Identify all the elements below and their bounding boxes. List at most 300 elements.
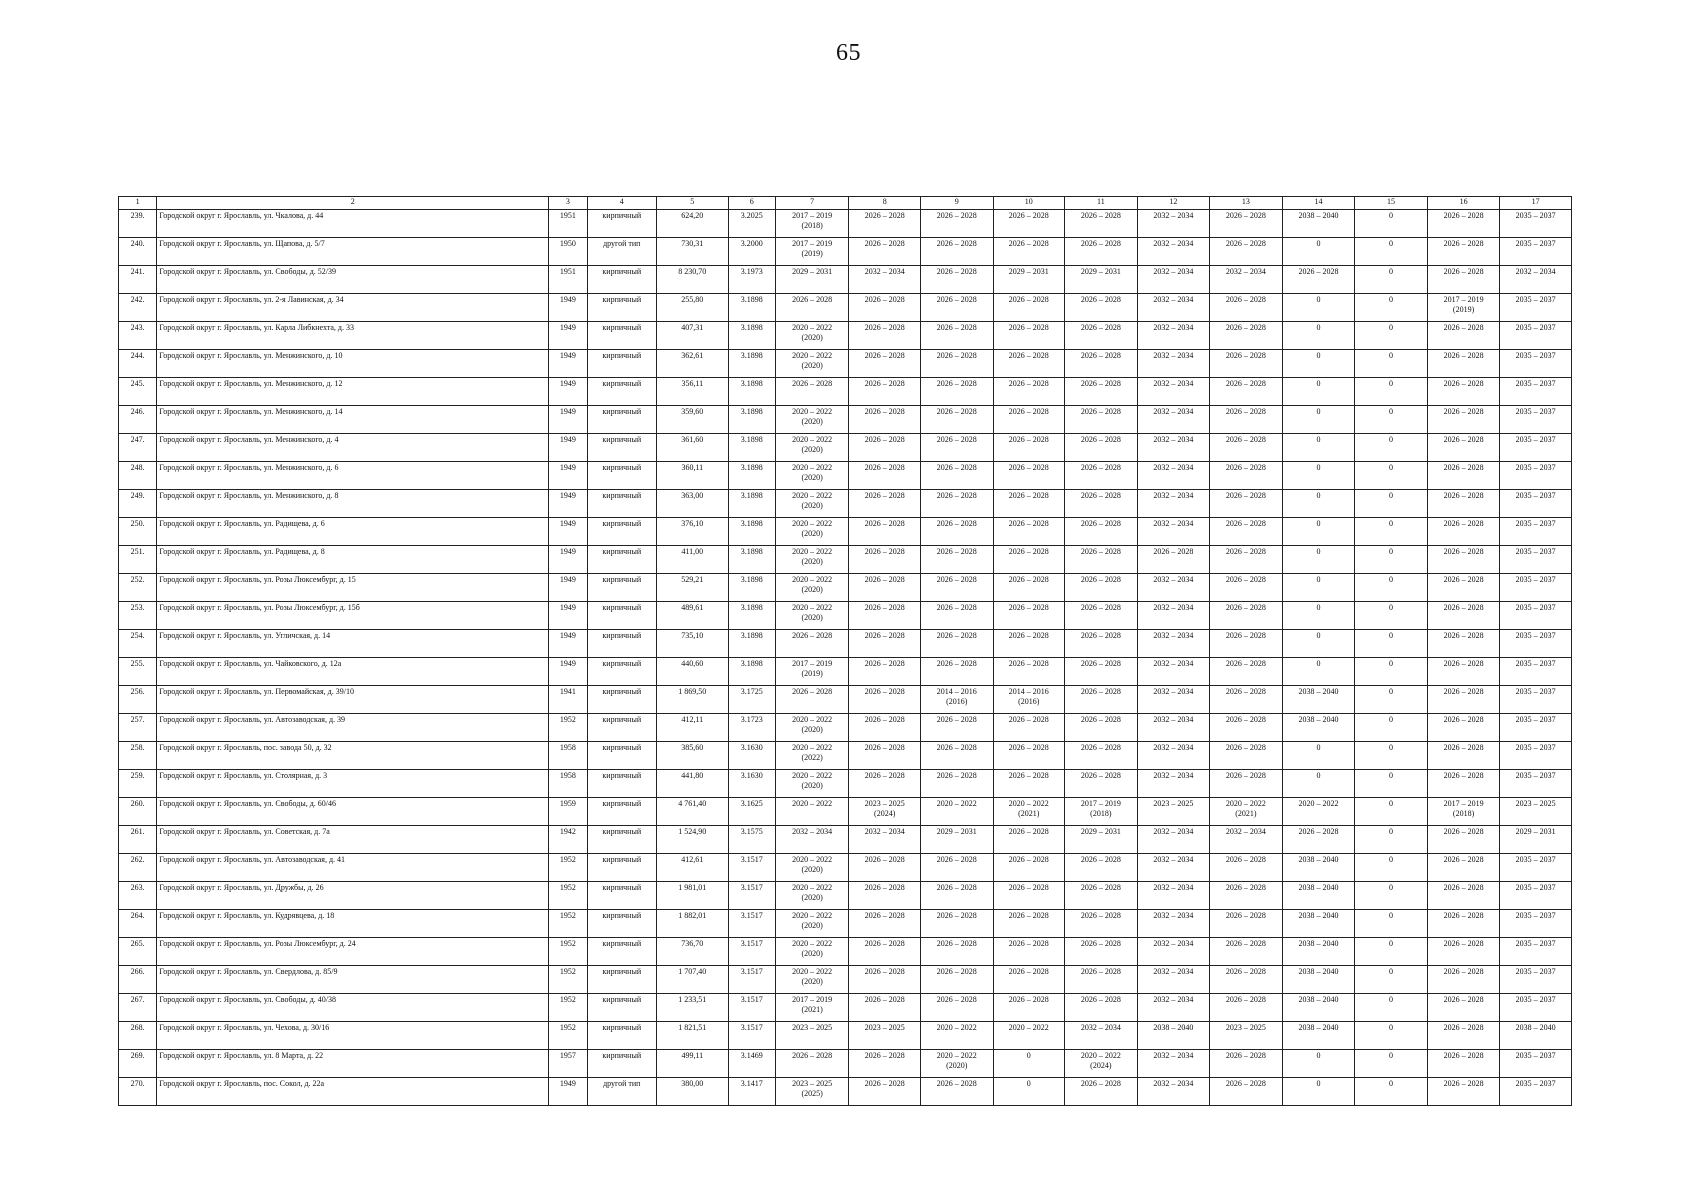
area-cell: 1 524,90 [657, 826, 729, 854]
score-cell: 3.1898 [728, 546, 775, 574]
period-cell-col-11: 2026 – 2028 [1065, 294, 1138, 322]
period-cell-col-12: 2032 – 2034 [1137, 882, 1210, 910]
period-cell-col-15: 0 [1355, 742, 1428, 770]
row-number-cell: 269. [119, 1050, 157, 1078]
period-cell-col-13: 2026 – 2028 [1210, 462, 1283, 490]
period-cell-col-10: 2026 – 2028 [993, 350, 1065, 378]
period-cell-col-13: 2026 – 2028 [1210, 574, 1283, 602]
area-cell: 385,60 [657, 742, 729, 770]
period-cell-col-11: 2026 – 2028 [1065, 490, 1138, 518]
period-cell-col-8: 2026 – 2028 [849, 518, 921, 546]
table-header [119, 197, 1572, 210]
area-cell: 360,11 [657, 462, 729, 490]
period-cell-col-10: 2026 – 2028 [993, 462, 1065, 490]
period-cell-col-8: 2026 – 2028 [849, 434, 921, 462]
period-cell-col-14: 2038 – 2040 [1282, 854, 1355, 882]
wall-material-cell: кирпичный [587, 490, 657, 518]
period-cell-col-7: 2026 – 2028 [775, 378, 849, 406]
period-cell-col-10: 0 [993, 1078, 1065, 1106]
period-cell-col-16: 2026 – 2028 [1427, 658, 1500, 686]
column-number-row [119, 197, 1572, 210]
period-cell-col-14: 2020 – 2022 [1282, 798, 1355, 826]
period-cell-col-13: 2026 – 2028 [1210, 406, 1283, 434]
period-cell-col-9: 2029 – 2031 [920, 826, 993, 854]
wall-material-cell: кирпичный [587, 574, 657, 602]
score-cell: 3.1625 [728, 798, 775, 826]
period-cell-col-12: 2032 – 2034 [1137, 994, 1210, 1022]
period-cell-col-14: 2038 – 2040 [1282, 882, 1355, 910]
period-cell-col-16: 2026 – 2028 [1427, 630, 1500, 658]
period-cell-col-13: 2026 – 2028 [1210, 742, 1283, 770]
area-cell: 1 821,51 [657, 1022, 729, 1050]
period-cell-col-15: 0 [1355, 322, 1428, 350]
period-cell-col-11: 2026 – 2028 [1065, 882, 1138, 910]
table-row [119, 1022, 1572, 1050]
period-cell-col-16: 2026 – 2028 [1427, 1078, 1500, 1106]
period-cell-col-13: 2032 – 2034 [1210, 266, 1283, 294]
column-header-8: 8 [849, 197, 921, 210]
period-cell-col-16: 2026 – 2028 [1427, 882, 1500, 910]
period-cell-col-14: 0 [1282, 602, 1355, 630]
year-cell: 1949 [549, 658, 587, 686]
period-cell-col-15: 0 [1355, 518, 1428, 546]
housing-register-table [118, 196, 1572, 1106]
period-cell-col-16: 2026 – 2028 [1427, 602, 1500, 630]
wall-material-cell: кирпичный [587, 826, 657, 854]
period-cell-col-15: 0 [1355, 462, 1428, 490]
period-cell-col-10: 2026 – 2028 [993, 238, 1065, 266]
row-number-cell: 270. [119, 1078, 157, 1106]
year-cell: 1952 [549, 910, 587, 938]
period-cell-col-8: 2026 – 2028 [849, 378, 921, 406]
period-cell-col-14: 0 [1282, 546, 1355, 574]
period-cell-col-14: 0 [1282, 378, 1355, 406]
score-cell: 3.1898 [728, 434, 775, 462]
period-cell-col-15: 0 [1355, 938, 1428, 966]
period-cell-col-10: 2026 – 2028 [993, 658, 1065, 686]
table-row [119, 350, 1572, 378]
column-header-12: 12 [1137, 197, 1210, 210]
period-cell-col-8: 2026 – 2028 [849, 490, 921, 518]
period-cell-col-14: 0 [1282, 770, 1355, 798]
period-cell-col-17: 2035 – 2037 [1500, 350, 1572, 378]
column-header-2: 2 [157, 197, 549, 210]
wall-material-cell: кирпичный [587, 714, 657, 742]
period-cell-col-15: 0 [1355, 658, 1428, 686]
period-cell-col-9: 2026 – 2028 [920, 742, 993, 770]
period-cell-col-15: 0 [1355, 294, 1428, 322]
period-cell-col-15: 0 [1355, 686, 1428, 714]
period-cell-col-9: 2026 – 2028 [920, 574, 993, 602]
year-cell: 1949 [549, 294, 587, 322]
period-cell-col-10: 2026 – 2028 [993, 294, 1065, 322]
period-cell-col-11: 2026 – 2028 [1065, 770, 1138, 798]
period-cell-col-7: 2020 – 2022 (2022) [775, 742, 849, 770]
address-cell: Городской округ г. Ярославль, ул. Дружбы, д. 26 [157, 882, 549, 910]
period-cell-col-7: 2026 – 2028 [775, 294, 849, 322]
period-cell-col-13: 2026 – 2028 [1210, 238, 1283, 266]
period-cell-col-16: 2026 – 2028 [1427, 686, 1500, 714]
period-cell-col-16: 2026 – 2028 [1427, 742, 1500, 770]
column-header-5: 5 [657, 197, 729, 210]
period-cell-col-10: 2020 – 2022 (2021) [993, 798, 1065, 826]
wall-material-cell: кирпичный [587, 854, 657, 882]
column-header-7: 7 [775, 197, 849, 210]
period-cell-col-13: 2026 – 2028 [1210, 322, 1283, 350]
period-cell-col-17: 2035 – 2037 [1500, 406, 1572, 434]
period-cell-col-8: 2026 – 2028 [849, 938, 921, 966]
table-row [119, 602, 1572, 630]
score-cell: 3.1898 [728, 406, 775, 434]
area-cell: 356,11 [657, 378, 729, 406]
period-cell-col-12: 2032 – 2034 [1137, 714, 1210, 742]
period-cell-col-11: 2029 – 2031 [1065, 266, 1138, 294]
year-cell: 1949 [549, 462, 587, 490]
period-cell-col-14: 0 [1282, 350, 1355, 378]
table-row [119, 854, 1572, 882]
area-cell: 376,10 [657, 518, 729, 546]
period-cell-col-12: 2032 – 2034 [1137, 210, 1210, 238]
period-cell-col-10: 0 [993, 1050, 1065, 1078]
period-cell-col-13: 2023 – 2025 [1210, 1022, 1283, 1050]
row-number-cell: 255. [119, 658, 157, 686]
address-cell: Городской округ г. Ярославль, ул. Радищева, д. 6 [157, 518, 549, 546]
period-cell-col-9: 2026 – 2028 [920, 1078, 993, 1106]
wall-material-cell: кирпичный [587, 210, 657, 238]
period-cell-col-17: 2035 – 2037 [1500, 966, 1572, 994]
score-cell: 3.1630 [728, 742, 775, 770]
area-cell: 624,20 [657, 210, 729, 238]
period-cell-col-11: 2017 – 2019 (2018) [1065, 798, 1138, 826]
period-cell-col-11: 2026 – 2028 [1065, 686, 1138, 714]
address-cell: Городской округ г. Ярославль, пос. завода 50, д. 32 [157, 742, 549, 770]
score-cell: 3.1723 [728, 714, 775, 742]
period-cell-col-12: 2032 – 2034 [1137, 266, 1210, 294]
area-cell: 529,21 [657, 574, 729, 602]
area-cell: 412,61 [657, 854, 729, 882]
area-cell: 4 761,40 [657, 798, 729, 826]
address-cell: Городской округ г. Ярославль, ул. Щапова, д. 5/7 [157, 238, 549, 266]
period-cell-col-17: 2023 – 2025 [1500, 798, 1572, 826]
period-cell-col-11: 2026 – 2028 [1065, 322, 1138, 350]
period-cell-col-7: 2020 – 2022 (2020) [775, 350, 849, 378]
wall-material-cell: кирпичный [587, 602, 657, 630]
period-cell-col-8: 2023 – 2025 (2024) [849, 798, 921, 826]
period-cell-col-8: 2032 – 2034 [849, 826, 921, 854]
score-cell: 3.1517 [728, 910, 775, 938]
period-cell-col-17: 2035 – 2037 [1500, 322, 1572, 350]
row-number-cell: 263. [119, 882, 157, 910]
address-cell: Городской округ г. Ярославль, ул. Розы Люксембург, д. 24 [157, 938, 549, 966]
year-cell: 1949 [549, 434, 587, 462]
table-row [119, 938, 1572, 966]
period-cell-col-12: 2032 – 2034 [1137, 854, 1210, 882]
address-cell: Городской округ г. Ярославль, ул. Карла Либкнехта, д. 33 [157, 322, 549, 350]
area-cell: 499,11 [657, 1050, 729, 1078]
address-cell: Городской округ г. Ярославль, ул. Розы Люксембург, д. 15 [157, 574, 549, 602]
address-cell: Городской округ г. Ярославль, пос. Сокол, д. 22а [157, 1078, 549, 1106]
table-row [119, 462, 1572, 490]
address-cell: Городской округ г. Ярославль, ул. Свердлова, д. 85/9 [157, 966, 549, 994]
period-cell-col-15: 0 [1355, 546, 1428, 574]
period-cell-col-13: 2026 – 2028 [1210, 658, 1283, 686]
period-cell-col-14: 0 [1282, 322, 1355, 350]
row-number-cell: 261. [119, 826, 157, 854]
period-cell-col-9: 2026 – 2028 [920, 518, 993, 546]
row-number-cell: 253. [119, 602, 157, 630]
address-cell: Городской округ г. Ярославль, ул. Свободы, д. 40/38 [157, 994, 549, 1022]
period-cell-col-15: 0 [1355, 210, 1428, 238]
table-row [119, 1078, 1572, 1106]
period-cell-col-14: 0 [1282, 518, 1355, 546]
period-cell-col-17: 2035 – 2037 [1500, 994, 1572, 1022]
period-cell-col-17: 2035 – 2037 [1500, 658, 1572, 686]
area-cell: 1 869,50 [657, 686, 729, 714]
column-header-1: 1 [119, 197, 157, 210]
period-cell-col-10: 2026 – 2028 [993, 770, 1065, 798]
address-cell: Городской округ г. Ярославль, ул. 8 Марта, д. 22 [157, 1050, 549, 1078]
period-cell-col-14: 0 [1282, 742, 1355, 770]
period-cell-col-9: 2020 – 2022 [920, 798, 993, 826]
period-cell-col-7: 2017 – 2019 (2019) [775, 238, 849, 266]
table-row [119, 546, 1572, 574]
period-cell-col-7: 2020 – 2022 (2020) [775, 966, 849, 994]
year-cell: 1949 [549, 378, 587, 406]
column-header-14: 14 [1282, 197, 1355, 210]
period-cell-col-8: 2023 – 2025 [849, 1022, 921, 1050]
wall-material-cell: кирпичный [587, 1050, 657, 1078]
score-cell: 3.1898 [728, 658, 775, 686]
period-cell-col-16: 2026 – 2028 [1427, 434, 1500, 462]
period-cell-col-9: 2026 – 2028 [920, 322, 993, 350]
period-cell-col-9: 2026 – 2028 [920, 294, 993, 322]
row-number-cell: 245. [119, 378, 157, 406]
area-cell: 412,11 [657, 714, 729, 742]
period-cell-col-8: 2026 – 2028 [849, 294, 921, 322]
period-cell-col-10: 2026 – 2028 [993, 966, 1065, 994]
period-cell-col-13: 2026 – 2028 [1210, 350, 1283, 378]
period-cell-col-10: 2026 – 2028 [993, 994, 1065, 1022]
row-number-cell: 247. [119, 434, 157, 462]
period-cell-col-7: 2023 – 2025 (2025) [775, 1078, 849, 1106]
period-cell-col-15: 0 [1355, 854, 1428, 882]
table-row [119, 294, 1572, 322]
wall-material-cell: кирпичный [587, 742, 657, 770]
period-cell-col-9: 2026 – 2028 [920, 658, 993, 686]
period-cell-col-11: 2026 – 2028 [1065, 938, 1138, 966]
period-cell-col-11: 2026 – 2028 [1065, 854, 1138, 882]
score-cell: 3.1517 [728, 1022, 775, 1050]
address-cell: Городской округ г. Ярославль, ул. Свободы, д. 60/46 [157, 798, 549, 826]
period-cell-col-8: 2026 – 2028 [849, 854, 921, 882]
wall-material-cell: кирпичный [587, 966, 657, 994]
period-cell-col-7: 2020 – 2022 (2020) [775, 574, 849, 602]
page-number: 65 [836, 40, 861, 66]
wall-material-cell: кирпичный [587, 882, 657, 910]
score-cell: 3.1725 [728, 686, 775, 714]
year-cell: 1952 [549, 994, 587, 1022]
period-cell-col-10: 2026 – 2028 [993, 490, 1065, 518]
period-cell-col-8: 2026 – 2028 [849, 630, 921, 658]
period-cell-col-13: 2026 – 2028 [1210, 630, 1283, 658]
address-cell: Городской округ г. Ярославль, ул. Чкалова, д. 44 [157, 210, 549, 238]
period-cell-col-7: 2020 – 2022 (2020) [775, 546, 849, 574]
period-cell-col-17: 2035 – 2037 [1500, 602, 1572, 630]
period-cell-col-9: 2026 – 2028 [920, 406, 993, 434]
area-cell: 380,00 [657, 1078, 729, 1106]
period-cell-col-15: 0 [1355, 350, 1428, 378]
area-cell: 735,10 [657, 630, 729, 658]
area-cell: 362,61 [657, 350, 729, 378]
period-cell-col-8: 2026 – 2028 [849, 966, 921, 994]
period-cell-col-17: 2035 – 2037 [1500, 546, 1572, 574]
period-cell-col-10: 2026 – 2028 [993, 210, 1065, 238]
period-cell-col-9: 2026 – 2028 [920, 490, 993, 518]
period-cell-col-8: 2026 – 2028 [849, 406, 921, 434]
row-number-cell: 256. [119, 686, 157, 714]
period-cell-col-17: 2035 – 2037 [1500, 882, 1572, 910]
period-cell-col-7: 2020 – 2022 (2020) [775, 490, 849, 518]
period-cell-col-8: 2026 – 2028 [849, 714, 921, 742]
table-row [119, 686, 1572, 714]
period-cell-col-14: 0 [1282, 658, 1355, 686]
period-cell-col-13: 2026 – 2028 [1210, 966, 1283, 994]
period-cell-col-7: 2023 – 2025 [775, 1022, 849, 1050]
period-cell-col-16: 2026 – 2028 [1427, 826, 1500, 854]
period-cell-col-12: 2032 – 2034 [1137, 966, 1210, 994]
period-cell-col-9: 2026 – 2028 [920, 770, 993, 798]
year-cell: 1952 [549, 882, 587, 910]
period-cell-col-16: 2026 – 2028 [1427, 210, 1500, 238]
period-cell-col-13: 2026 – 2028 [1210, 546, 1283, 574]
wall-material-cell: кирпичный [587, 686, 657, 714]
period-cell-col-11: 2026 – 2028 [1065, 406, 1138, 434]
column-header-3: 3 [549, 197, 587, 210]
period-cell-col-7: 2020 – 2022 (2020) [775, 770, 849, 798]
area-cell: 1 233,51 [657, 994, 729, 1022]
year-cell: 1949 [549, 518, 587, 546]
area-cell: 361,60 [657, 434, 729, 462]
year-cell: 1949 [549, 602, 587, 630]
period-cell-col-12: 2032 – 2034 [1137, 1078, 1210, 1106]
period-cell-col-14: 2038 – 2040 [1282, 910, 1355, 938]
period-cell-col-7: 2020 – 2022 (2020) [775, 322, 849, 350]
period-cell-col-14: 2038 – 2040 [1282, 938, 1355, 966]
period-cell-col-12: 2032 – 2034 [1137, 910, 1210, 938]
period-cell-col-16: 2026 – 2028 [1427, 378, 1500, 406]
period-cell-col-14: 2038 – 2040 [1282, 966, 1355, 994]
table-row [119, 210, 1572, 238]
row-number-cell: 264. [119, 910, 157, 938]
period-cell-col-14: 2026 – 2028 [1282, 266, 1355, 294]
period-cell-col-13: 2026 – 2028 [1210, 910, 1283, 938]
period-cell-col-17: 2035 – 2037 [1500, 742, 1572, 770]
period-cell-col-14: 0 [1282, 1078, 1355, 1106]
period-cell-col-10: 2020 – 2022 [993, 1022, 1065, 1050]
column-header-10: 10 [993, 197, 1065, 210]
year-cell: 1942 [549, 826, 587, 854]
period-cell-col-16: 2026 – 2028 [1427, 1050, 1500, 1078]
table-row [119, 826, 1572, 854]
address-cell: Городской округ г. Ярославль, ул. Кудрявцева, д. 18 [157, 910, 549, 938]
period-cell-col-15: 0 [1355, 882, 1428, 910]
period-cell-col-15: 0 [1355, 266, 1428, 294]
table-body [119, 210, 1572, 1106]
wall-material-cell: кирпичный [587, 266, 657, 294]
score-cell: 3.1630 [728, 770, 775, 798]
period-cell-col-17: 2035 – 2037 [1500, 378, 1572, 406]
period-cell-col-7: 2020 – 2022 (2020) [775, 602, 849, 630]
period-cell-col-7: 2020 – 2022 (2020) [775, 910, 849, 938]
wall-material-cell: другой тип [587, 238, 657, 266]
year-cell: 1952 [549, 966, 587, 994]
period-cell-col-11: 2026 – 2028 [1065, 742, 1138, 770]
period-cell-col-7: 2020 – 2022 (2020) [775, 714, 849, 742]
year-cell: 1950 [549, 238, 587, 266]
address-cell: Городской округ г. Ярославль, ул. Советская, д. 7а [157, 826, 549, 854]
period-cell-col-15: 0 [1355, 630, 1428, 658]
period-cell-col-9: 2014 – 2016 (2016) [920, 686, 993, 714]
period-cell-col-7: 2017 – 2019 (2019) [775, 658, 849, 686]
period-cell-col-9: 2026 – 2028 [920, 266, 993, 294]
period-cell-col-17: 2035 – 2037 [1500, 294, 1572, 322]
period-cell-col-9: 2026 – 2028 [920, 910, 993, 938]
period-cell-col-12: 2032 – 2034 [1137, 658, 1210, 686]
row-number-cell: 259. [119, 770, 157, 798]
wall-material-cell: кирпичный [587, 994, 657, 1022]
row-number-cell: 254. [119, 630, 157, 658]
period-cell-col-13: 2026 – 2028 [1210, 294, 1283, 322]
period-cell-col-14: 0 [1282, 1050, 1355, 1078]
period-cell-col-13: 2026 – 2028 [1210, 434, 1283, 462]
wall-material-cell: кирпичный [587, 322, 657, 350]
address-cell: Городской округ г. Ярославль, ул. Менжинского, д. 8 [157, 490, 549, 518]
address-cell: Городской округ г. Ярославль, ул. Радищева, д. 8 [157, 546, 549, 574]
period-cell-col-16: 2026 – 2028 [1427, 462, 1500, 490]
period-cell-col-16: 2017 – 2019 (2018) [1427, 798, 1500, 826]
period-cell-col-11: 2026 – 2028 [1065, 602, 1138, 630]
table-row [119, 238, 1572, 266]
row-number-cell: 241. [119, 266, 157, 294]
row-number-cell: 262. [119, 854, 157, 882]
period-cell-col-11: 2026 – 2028 [1065, 1078, 1138, 1106]
period-cell-col-14: 0 [1282, 294, 1355, 322]
score-cell: 3.1898 [728, 350, 775, 378]
period-cell-col-14: 0 [1282, 462, 1355, 490]
row-number-cell: 243. [119, 322, 157, 350]
period-cell-col-12: 2032 – 2034 [1137, 686, 1210, 714]
year-cell: 1952 [549, 714, 587, 742]
period-cell-col-15: 0 [1355, 770, 1428, 798]
period-cell-col-8: 2026 – 2028 [849, 350, 921, 378]
column-header-13: 13 [1210, 197, 1283, 210]
score-cell: 3.1898 [728, 518, 775, 546]
period-cell-col-12: 2032 – 2034 [1137, 742, 1210, 770]
area-cell: 407,31 [657, 322, 729, 350]
address-cell: Городской округ г. Ярославль, ул. Чайковского, д. 12а [157, 658, 549, 686]
year-cell: 1952 [549, 938, 587, 966]
period-cell-col-17: 2035 – 2037 [1500, 518, 1572, 546]
period-cell-col-11: 2026 – 2028 [1065, 714, 1138, 742]
address-cell: Городской округ г. Ярославль, ул. Угличская, д. 14 [157, 630, 549, 658]
wall-material-cell: кирпичный [587, 658, 657, 686]
score-cell: 3.1517 [728, 994, 775, 1022]
area-cell: 1 707,40 [657, 966, 729, 994]
period-cell-col-9: 2020 – 2022 [920, 1022, 993, 1050]
period-cell-col-8: 2026 – 2028 [849, 602, 921, 630]
period-cell-col-11: 2026 – 2028 [1065, 518, 1138, 546]
area-cell: 730,31 [657, 238, 729, 266]
